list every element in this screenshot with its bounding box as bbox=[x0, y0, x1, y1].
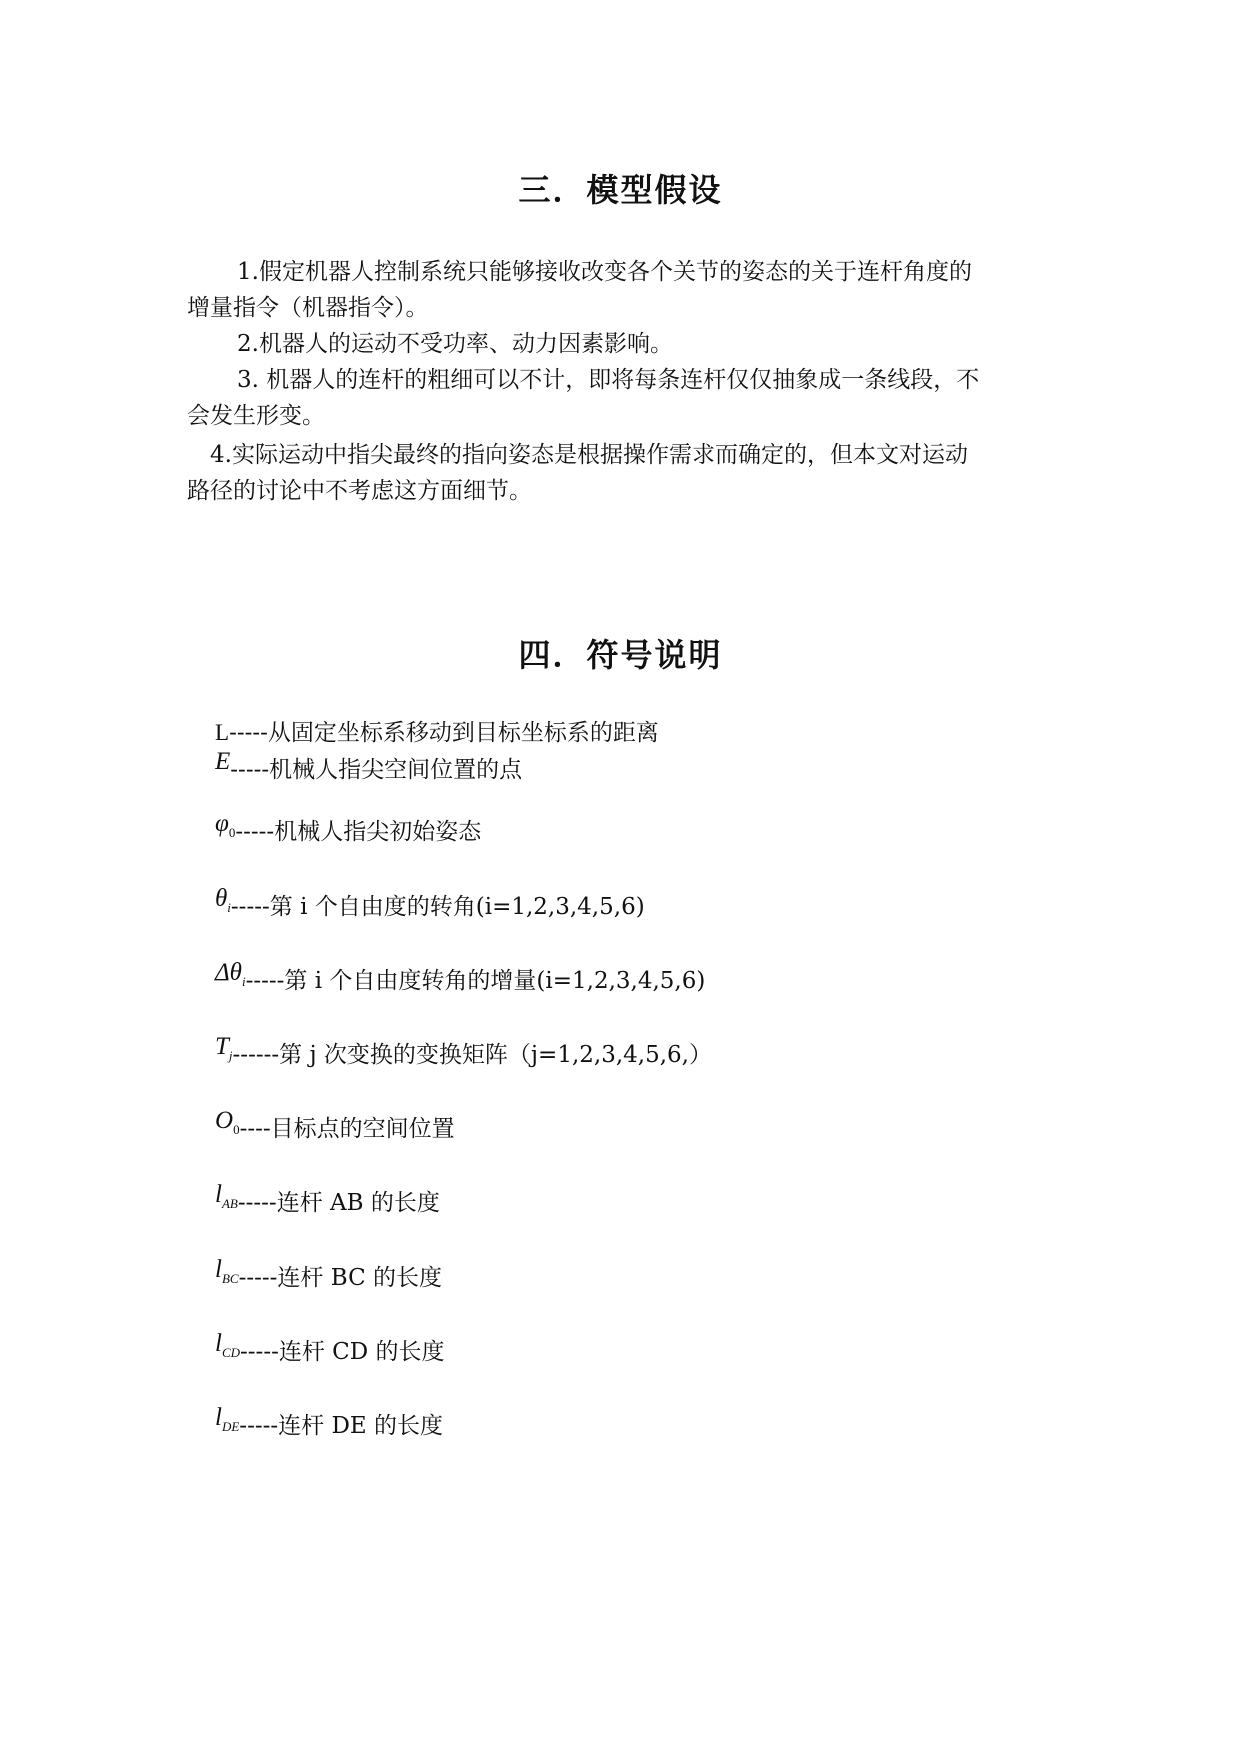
symbol-row bbox=[215, 748, 523, 788]
symbol-subscript: BC bbox=[221, 1271, 239, 1286]
symbol-subscript: 0 bbox=[228, 825, 236, 840]
symbol-subscript: AB bbox=[221, 1196, 238, 1211]
symbol-row bbox=[215, 959, 706, 1002]
assumption-4-line2: 路径的讨论中不考虑这方面细节。 bbox=[187, 478, 532, 504]
symbol-base: L bbox=[215, 720, 230, 745]
symbol-description: ------第 j 次变换的变换矩阵（j=1,2,3,4,5,6,） bbox=[232, 1042, 712, 1068]
symbol-row bbox=[215, 1256, 442, 1299]
symbol-description: -----第 i 个自由度转角的增量(i=1,2,3,4,5,6) bbox=[245, 968, 706, 994]
symbol-description: -----连杆 CD 的长度 bbox=[240, 1339, 445, 1365]
symbol-row bbox=[215, 1330, 445, 1373]
symbol-base: l bbox=[215, 1404, 222, 1431]
symbol bbox=[215, 1404, 240, 1447]
assumption-3-line2: 会发生形变。 bbox=[187, 403, 325, 429]
symbol-base: l bbox=[215, 1330, 222, 1357]
symbol bbox=[215, 1330, 241, 1373]
symbol bbox=[215, 885, 231, 928]
section-heading-assumptions: 三．模型假设 bbox=[518, 171, 723, 209]
assumption-1-line1: 1.假定机器人控制系统只能够接收改变各个关节的姿态的关于连杆角度的 bbox=[237, 259, 972, 285]
symbol-subscript: i bbox=[227, 900, 231, 915]
assumption-1-line2: 增量指令（机器指令）。 bbox=[187, 295, 429, 321]
symbol-description: -----机械人指尖初始姿态 bbox=[235, 819, 482, 845]
symbol-subscript: 0 bbox=[233, 1122, 240, 1137]
symbol-subscript: i bbox=[241, 974, 246, 989]
assumption-3-line1: 3. 机器人的连杆的粗细可以不计，即将每条连杆仅仅抽象成一条线段，不 bbox=[237, 367, 980, 393]
symbol bbox=[215, 1256, 239, 1299]
symbol-row bbox=[215, 1033, 712, 1076]
symbol-base: θ bbox=[215, 885, 228, 912]
symbol-base: T bbox=[215, 1033, 229, 1060]
symbol-description: -----机械人指尖空间位置的点 bbox=[230, 757, 523, 783]
symbol-description: -----连杆 AB 的长度 bbox=[237, 1190, 440, 1216]
symbol-description: ----目标点的空间位置 bbox=[239, 1116, 455, 1142]
symbol-subscript: DE bbox=[221, 1419, 240, 1434]
symbol-base: E bbox=[215, 748, 231, 775]
symbol-row bbox=[215, 1107, 455, 1150]
symbol-base: O bbox=[215, 1107, 234, 1134]
symbol-row bbox=[215, 715, 659, 751]
assumption-4-line1: 4.实际运动中指尖最终的指向姿态是根据操作需求而确定的，但本文对运动 bbox=[210, 442, 968, 468]
symbol bbox=[215, 810, 236, 853]
symbol-row bbox=[215, 810, 482, 853]
symbol-subscript: CD bbox=[221, 1345, 241, 1360]
symbol bbox=[215, 959, 246, 1002]
symbol bbox=[215, 748, 231, 788]
symbol bbox=[215, 1107, 240, 1150]
symbol bbox=[215, 1181, 238, 1224]
symbol-description: -----连杆 BC 的长度 bbox=[238, 1265, 442, 1291]
symbol-row bbox=[215, 1181, 440, 1224]
symbol-base: l bbox=[215, 1181, 222, 1208]
assumption-2-line1: 2.机器人的运动不受功率、动力因素影响。 bbox=[237, 331, 673, 357]
symbol-description: -----连杆 DE 的长度 bbox=[239, 1413, 444, 1439]
symbol-base: Δθ bbox=[215, 959, 242, 986]
symbol-base: l bbox=[215, 1256, 222, 1283]
symbol bbox=[215, 1033, 233, 1076]
symbol bbox=[215, 715, 229, 751]
symbol-description: -----从固定坐标系移动到目标坐标系的距离 bbox=[229, 720, 659, 746]
symbol-row bbox=[215, 1404, 444, 1447]
symbol-description: -----第 i 个自由度的转角(i=1,2,3,4,5,6) bbox=[230, 894, 645, 920]
symbol-row bbox=[215, 885, 645, 928]
section-heading-symbols: 四．符号说明 bbox=[518, 636, 723, 674]
symbol-base: φ bbox=[215, 810, 229, 837]
symbol-subscript: j bbox=[228, 1048, 233, 1063]
